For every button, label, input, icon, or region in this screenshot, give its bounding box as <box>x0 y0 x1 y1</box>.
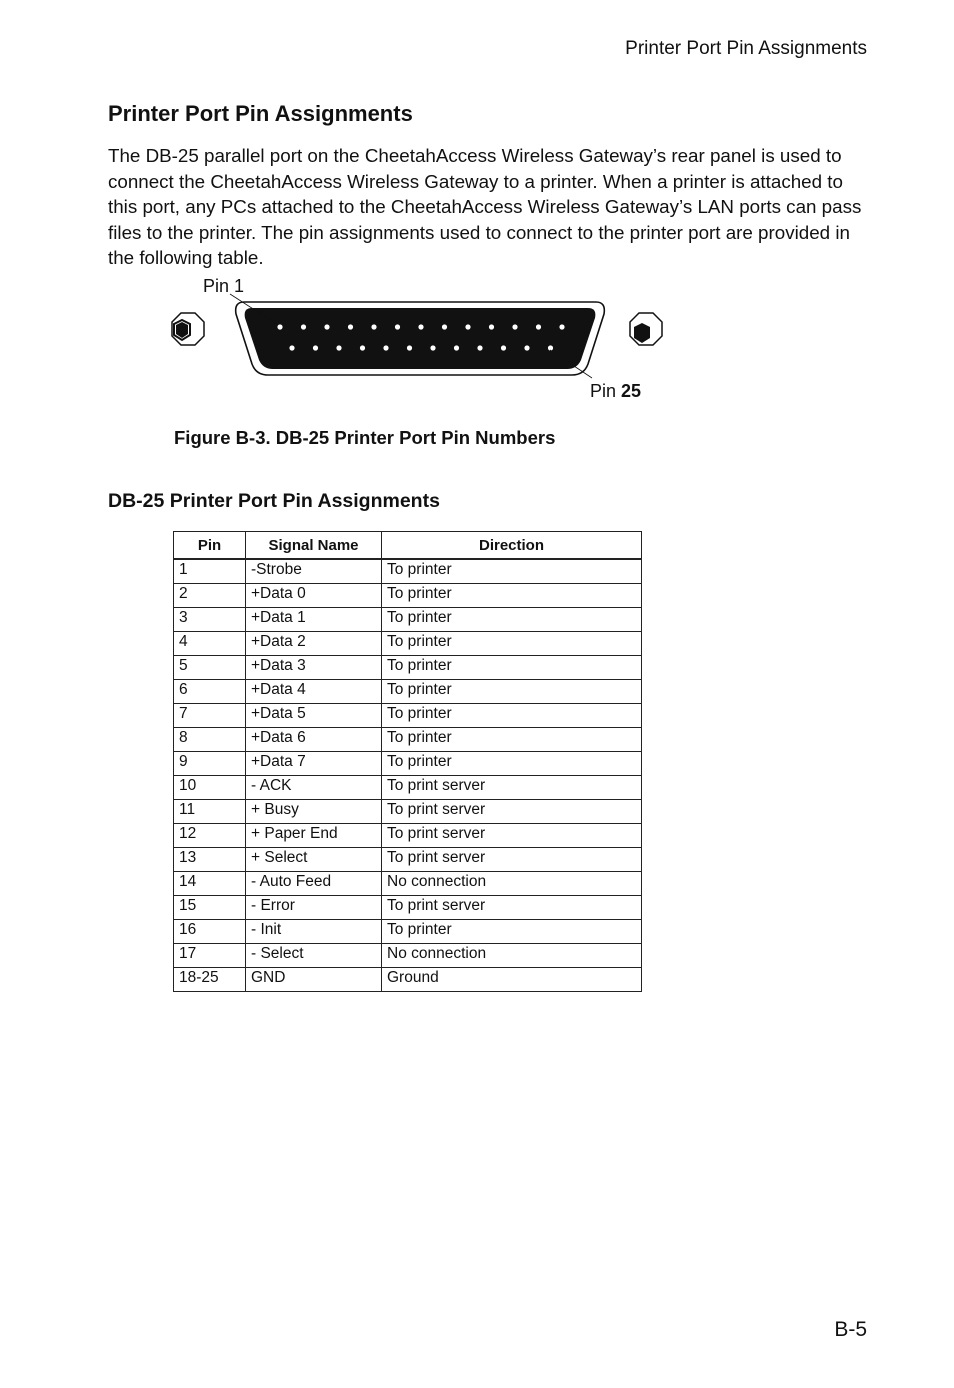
cell-pin: 7 <box>174 704 246 728</box>
cell-signal-name: + Busy <box>246 800 382 824</box>
cell-pin: 11 <box>174 800 246 824</box>
table-row <box>174 559 642 584</box>
cell-direction: To printer <box>382 608 642 632</box>
cell-pin: 12 <box>174 824 246 848</box>
cell-signal-name: +Data 0 <box>246 584 382 608</box>
table-row <box>174 704 642 728</box>
section-title: Printer Port Pin Assignments <box>108 101 413 126</box>
table-row <box>174 752 642 776</box>
cell-direction: To printer <box>382 704 642 728</box>
pin25-prefix: Pin <box>590 381 617 401</box>
cell-direction: To printer <box>382 656 642 680</box>
cell-signal-name: +Data 4 <box>246 680 382 704</box>
cell-signal-name: - Auto Feed <box>246 872 382 896</box>
table-row <box>174 848 642 872</box>
cell-direction: To printer <box>382 920 642 944</box>
page-number: B-5 <box>834 1318 867 1341</box>
cell-signal-name: - ACK <box>246 776 382 800</box>
cell-signal-name: -Strobe <box>246 559 382 584</box>
table-row <box>174 584 642 608</box>
cell-signal-name: +Data 7 <box>246 752 382 776</box>
cell-pin: 16 <box>174 920 246 944</box>
cell-signal-name: - Select <box>246 944 382 968</box>
table-row <box>174 920 642 944</box>
table-header-row <box>174 532 642 560</box>
left-mounting-nut-icon <box>174 320 190 340</box>
cell-direction: To print server <box>382 848 642 872</box>
table-row <box>174 824 642 848</box>
cell-pin: 5 <box>174 656 246 680</box>
table-row <box>174 680 642 704</box>
pin-assignment-table <box>173 531 642 992</box>
cell-direction: Ground <box>382 968 642 992</box>
cell-direction: To print server <box>382 776 642 800</box>
table-row <box>174 800 642 824</box>
cell-signal-name: +Data 2 <box>246 632 382 656</box>
cell-direction: To printer <box>382 752 642 776</box>
cell-pin: 18-25 <box>174 968 246 992</box>
figure-caption: Figure B-3. DB-25 Printer Port Pin Numbers <box>174 427 556 448</box>
cell-signal-name: +Data 3 <box>246 656 382 680</box>
cell-signal-name: +Data 6 <box>246 728 382 752</box>
connector-shell-inner <box>245 308 596 369</box>
cell-signal-name: +Data 1 <box>246 608 382 632</box>
table-row <box>174 608 642 632</box>
cell-direction: No connection <box>382 944 642 968</box>
cell-signal-name: + Select <box>246 848 382 872</box>
cell-pin: 13 <box>174 848 246 872</box>
table-row <box>174 728 642 752</box>
header-pin: Pin <box>174 532 246 560</box>
cell-direction: To printer <box>382 559 642 584</box>
table-row <box>174 944 642 968</box>
cell-signal-name: +Data 5 <box>246 704 382 728</box>
db25-figure <box>160 272 680 412</box>
cell-direction: To printer <box>382 680 642 704</box>
cell-signal-name: - Init <box>246 920 382 944</box>
table-row <box>174 632 642 656</box>
right-mounting-nut-icon <box>630 313 662 345</box>
cell-pin: 3 <box>174 608 246 632</box>
cell-pin: 1 <box>174 559 246 584</box>
cell-signal-name: + Paper End <box>246 824 382 848</box>
cell-pin: 10 <box>174 776 246 800</box>
cell-pin: 8 <box>174 728 246 752</box>
cell-direction: To print server <box>382 896 642 920</box>
cell-pin: 14 <box>174 872 246 896</box>
table-title: DB-25 Printer Port Pin Assignments <box>108 490 440 512</box>
cell-pin: 17 <box>174 944 246 968</box>
cell-direction: To printer <box>382 632 642 656</box>
cell-pin: 15 <box>174 896 246 920</box>
cell-direction: To print server <box>382 800 642 824</box>
cell-pin: 6 <box>174 680 246 704</box>
cell-signal-name: - Error <box>246 896 382 920</box>
table-row <box>174 656 642 680</box>
cell-direction: No connection <box>382 872 642 896</box>
table-row <box>174 968 642 992</box>
pin25-number: 25 <box>621 381 642 401</box>
header-signal-name: Signal Name <box>246 532 382 560</box>
cell-signal-name: GND <box>246 968 382 992</box>
cell-pin: 2 <box>174 584 246 608</box>
cell-pin: 9 <box>174 752 246 776</box>
running-header: Printer Port Pin Assignments <box>625 38 867 59</box>
pin25-label <box>590 381 641 402</box>
table-body <box>174 559 642 992</box>
header-direction: Direction <box>382 532 642 560</box>
cell-direction: To printer <box>382 728 642 752</box>
cell-pin: 4 <box>174 632 246 656</box>
intro-paragraph: The DB-25 parallel port on the CheetahAccess Wireless Gateway’s rear panel is used to connect the CheetahAccess Wireless Gateway to a printer. When a printer is attached to this port, any PCs attached to the CheetahAccess Wireless Gateway’s LAN ports can pass files to the printer. The pin assignments used to connect to the printer port are provided in the following table. <box>108 145 862 268</box>
cell-direction: To print server <box>382 824 642 848</box>
table-row <box>174 896 642 920</box>
table-row <box>174 872 642 896</box>
cell-direction: To printer <box>382 584 642 608</box>
table-row <box>174 776 642 800</box>
pin1-label: Pin 1 <box>203 276 245 296</box>
